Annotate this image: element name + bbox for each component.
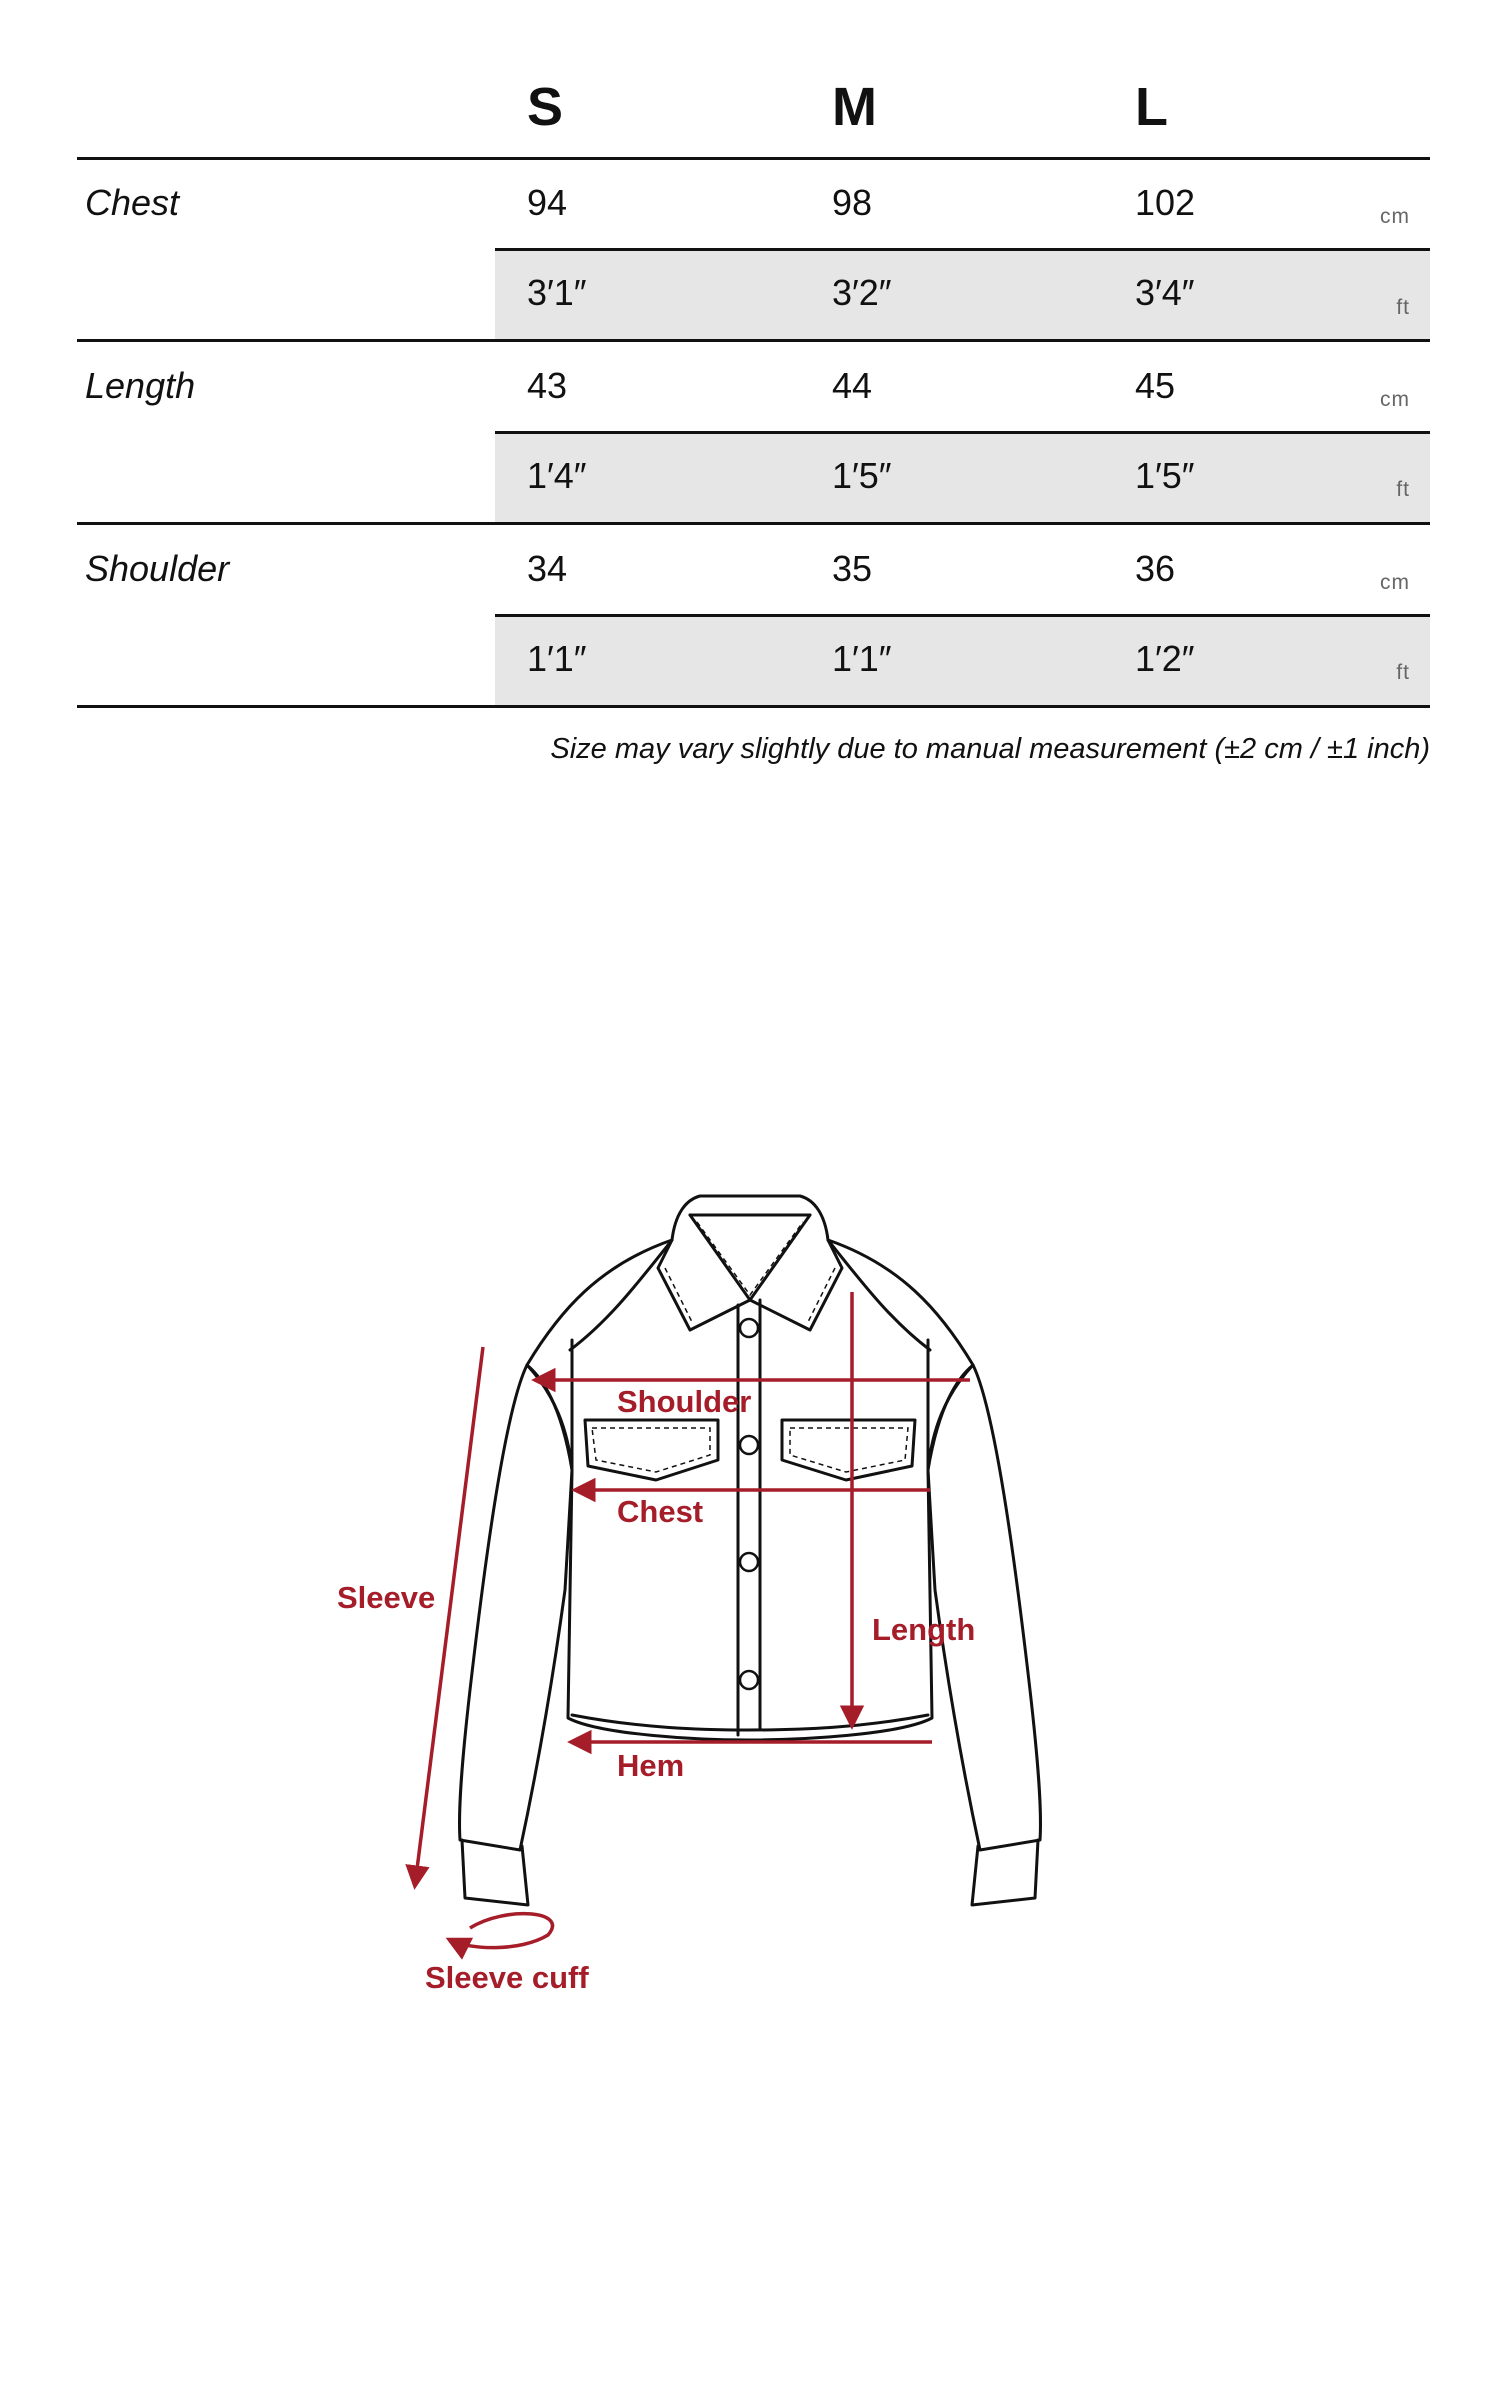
length-ft-s: 1′4″ bbox=[527, 455, 587, 496]
chest-cm-s: 94 bbox=[527, 182, 568, 223]
size-header-l: L bbox=[1135, 77, 1168, 137]
unit-ft: ft bbox=[1396, 661, 1410, 684]
collar bbox=[672, 1196, 828, 1240]
unit-cm: cm bbox=[1380, 571, 1410, 594]
label-length: Length bbox=[872, 1612, 976, 1647]
chest-cm-l: 102 bbox=[1135, 182, 1196, 223]
unit-ft: ft bbox=[1396, 296, 1410, 319]
chest-cm-m: 98 bbox=[832, 182, 873, 223]
shoulder-ft-s: 1′1″ bbox=[527, 638, 587, 679]
length-ft-l: 1′5″ bbox=[1135, 455, 1195, 496]
length-cm-l: 45 bbox=[1135, 365, 1176, 406]
chest-ft-m: 3′2″ bbox=[832, 272, 892, 313]
length-cm-m: 44 bbox=[832, 365, 873, 406]
button bbox=[740, 1319, 758, 1337]
button bbox=[740, 1553, 758, 1571]
unit-cm: cm bbox=[1380, 388, 1410, 411]
collar-right-point bbox=[750, 1240, 842, 1330]
label-shoulder: Shoulder bbox=[617, 1384, 752, 1419]
shoulder-cm-s: 34 bbox=[527, 548, 568, 589]
unit-ft: ft bbox=[1396, 478, 1410, 501]
row-label-shoulder: Shoulder bbox=[85, 548, 230, 589]
shoulder-cm-l: 36 bbox=[1135, 548, 1176, 589]
chest-ft-s: 3′1″ bbox=[527, 272, 587, 313]
sleeve-arrow bbox=[415, 1347, 483, 1885]
button bbox=[740, 1436, 758, 1454]
unit-cm: cm bbox=[1380, 205, 1410, 228]
label-sleeve-cuff: Sleeve cuff bbox=[425, 1960, 589, 1995]
jacket-outline bbox=[459, 1196, 1040, 1905]
chest-ft-l: 3′4″ bbox=[1135, 272, 1195, 313]
shoulder-ft-l: 1′2″ bbox=[1135, 638, 1195, 679]
buttons bbox=[740, 1319, 758, 1689]
label-chest: Chest bbox=[617, 1494, 704, 1529]
sleeve-cuff-arrow bbox=[450, 1914, 552, 1948]
left-shoulder-seam bbox=[570, 1240, 672, 1350]
hem-line bbox=[572, 1715, 928, 1730]
left-pocket bbox=[585, 1420, 718, 1480]
shoulder-ft-m: 1′1″ bbox=[832, 638, 892, 679]
size-header-m: M bbox=[832, 77, 877, 137]
right-sleeve bbox=[828, 1240, 1041, 1850]
label-sleeve: Sleeve bbox=[337, 1580, 436, 1615]
size-header-s: S bbox=[527, 77, 564, 137]
right-shoulder-seam bbox=[828, 1240, 930, 1350]
button bbox=[740, 1671, 758, 1689]
row-label-chest: Chest bbox=[85, 182, 180, 223]
collar-left-point bbox=[658, 1240, 750, 1330]
measurement-note: Size may vary slightly due to manual measurement (±2 cm / ±1 inch) bbox=[550, 733, 1430, 765]
length-cm-s: 43 bbox=[527, 365, 568, 406]
shoulder-cm-m: 35 bbox=[832, 548, 873, 589]
row-label-length: Length bbox=[85, 365, 196, 406]
label-hem: Hem bbox=[617, 1748, 685, 1783]
length-ft-m: 1′5″ bbox=[832, 455, 892, 496]
